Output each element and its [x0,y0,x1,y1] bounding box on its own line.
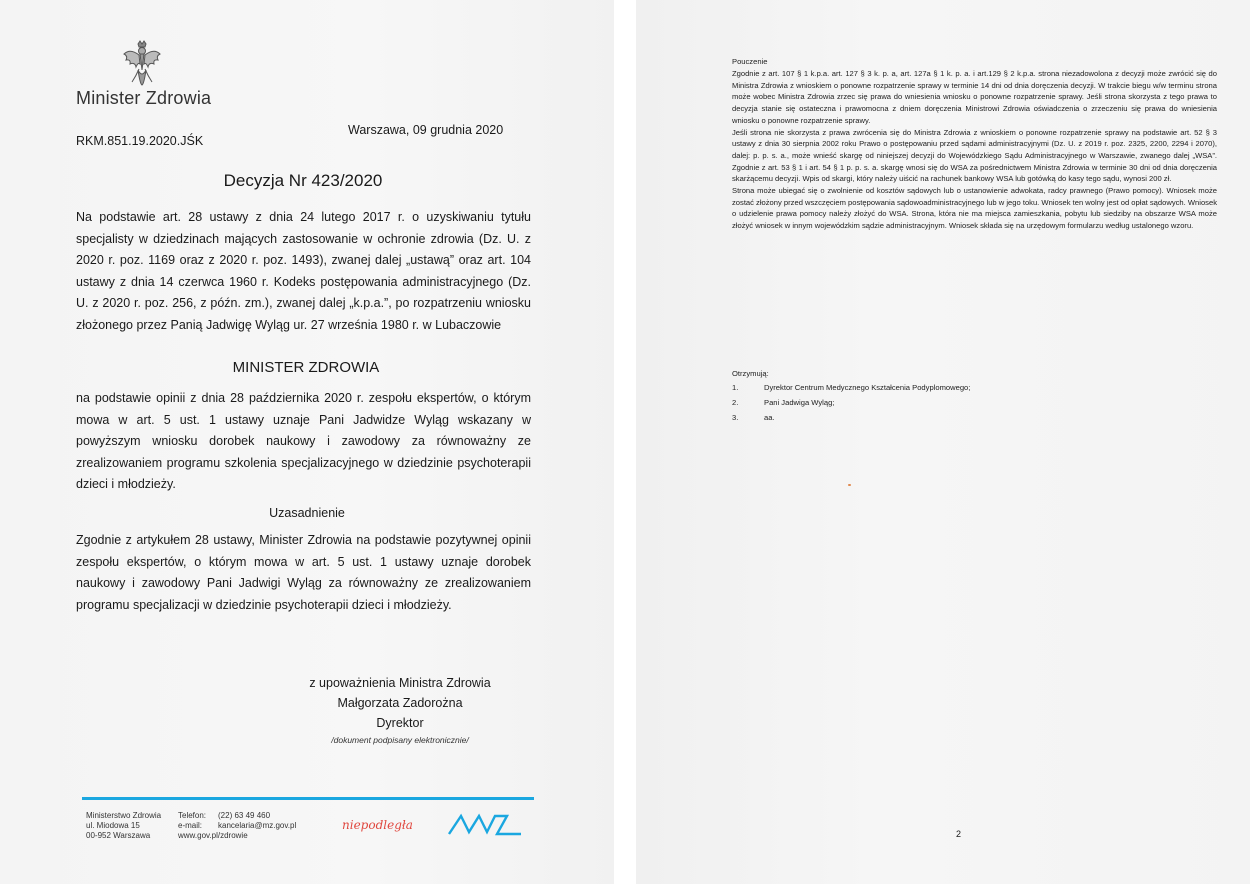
page-number: 2 [956,829,962,839]
electronic-signature-note: /dokument podpisany elektronicznie/ [331,735,469,745]
polish-eagle-emblem-icon [122,40,162,86]
scan-speck [848,484,851,486]
recipient-number: 1. [732,383,739,392]
reference-number: RKM.851.19.2020.JŚK [76,134,204,148]
recipient-name: Pani Jadwiga Wyląg; [764,398,835,407]
ministry-mz-logo-icon [447,808,527,840]
recipient-item [732,398,1132,410]
signatory-title: Dyrektor [376,716,424,730]
footer-phone-label: Telefon: [178,811,207,820]
footer-city: 00-952 Warszawa [86,831,151,840]
instructions-body [732,68,1217,232]
decision-paragraph: na podstawie opinii z dnia 28 października 2020 r. zespołu ekspertów, o którym mowa w art. 5 ust. 1 ustawy uznaje Pani Jadwidze Wyląg wskazany w powyższym wniosku dorobek naukowy i zawodowy za równoważny ze zrealizowaniem programu szkolenia specjalizacyjnego w dziedzinie psychoterapii dzieci i młodzieży. [76,391,531,491]
instructions-heading: Pouczenie [732,57,768,66]
niepodlegla-logo-text: niepodległa [342,818,413,832]
justification-paragraph: Zgodnie z artykułem 28 ustawy, Minister Zdrowia na podstawie pozytywnej opinii zespołu ekspertów, o którym mowa w art. 5 ust. 1 ustawy uznaje dorobek naukowy i zawodowy Pani Jadwigi Wyląg za równoważny ze zrealizowaniem programu specjalizacji w dziedzinie psychoterapii dzieci i młodzieży. [76,533,531,612]
footer-org: Ministerstwo Zdrowia [86,811,162,820]
decision-title-text: Decyzja Nr 423/2020 [223,171,383,190]
footer-contact [178,811,296,841]
ministry-name: Minister Zdrowia [76,88,212,108]
decision-page-2 [636,0,1250,884]
justification-heading: Uzasadnienie [269,506,345,520]
footer-email-link[interactable]: kancelaria@mz.gov.pl [218,821,297,830]
signatory-name: Małgorzata Zadorożna [337,696,463,710]
recipient-name: aa. [764,413,775,422]
footer-phone: (22) 63 49 460 [218,811,271,820]
instructions-paragraph: Zgodnie z art. 107 § 1 k.p.a. art. 127 § 3 k. p. a, art. 127a § 1 k. p. a. i art.129 § 2 k.p.a. strona niezadowolona z decyzji może zwrócić się do Ministra Zdrowia z wnioskiem o ponowne rozpatrzenie sprawy w terminie 14 dni od dnia doręczenia decyzji. W trakcie biegu w/w terminu strona może wobec Ministra Zdrowia zrzec się prawa do wniesienia wniosku o ponowne rozpatrzenie sprawy. Jeśli strona skorzysta z tego prawa to decyzja stanie się ostateczna i prawomocna z dniem doręczenia Ministrowi Zdrowia oświadczenia o zrzeczeniu się prawa do wniesienia wniosku o ponowne rozpatrzenie sprawy. [732,69,1217,125]
recipient-item [732,413,1132,425]
minister-heading [0,359,614,376]
recipient-number: 2. [732,398,739,407]
signature-block [260,673,540,733]
recipients-heading: Otrzymują: [732,369,769,378]
niepodlegla-logo [340,812,432,836]
instructions-paragraph: Strona może ubiegać się o zwolnienie od kosztów sądowych lub o ustanowienie adwokata, radcy prawnego (Prawo pomocy). Wniosek może zostać złożony przed wszczęciem postępowania sądowoadministracyjnego lub w jego toku. Wniosek ten wolny jest od opłat sądowych. Wniosek o udzielenie prawa pomocy należy złożyć do WSA. Strona, która nie ma miejsca zamieszkania, pobytu lub siedziby na obszarze WSA może złożyć wniosek w innym wojewódzkim sądzie administracyjnym. Wniosek składa się na urzędowym formularzu według ustalonego wzoru. [732,186,1217,231]
legal-basis-paragraph: Na podstawie art. 28 ustawy z dnia 24 lutego 2017 r. o uzyskiwaniu tytułu specjalisty w dziedzinach mających zastosowanie w ochronie zdrowia (Dz. U. z 2020 r. poz. 1169 oraz z 2020 r. poz. 1493), zwanej dalej „ustawą” oraz art. 104 ustawy z dnia 14 czerwca 1960 r. Kodeks postępowania administracyjnego (Dz. U. z 2020 r. poz. 256, z późn. zm.), zwanej dalej „k.p.a.”, po rozpatrzeniu wniosku złożonego przez Panią Jadwigę Wyląg ur. 27 września 1980 r. w Lubaczowie [76,210,531,332]
footer-email-label: e-mail: [178,821,203,830]
recipient-name: Dyrektor Centrum Medycznego Kształcenia Podyplomowego; [764,383,971,392]
signature-authorization: z upoważnienia Ministra Zdrowia [309,676,491,690]
recipient-number: 3. [732,413,739,422]
place-and-date: Warszawa, 09 grudnia 2020 [348,123,504,137]
footer-divider [82,797,534,800]
footer-website-link[interactable]: www.gov.pl/zdrowie [178,831,248,840]
footer-address [86,811,161,841]
minister-heading-text: MINISTER ZDROWIA [232,359,380,376]
recipient-item [732,383,1132,395]
instructions-paragraph: Jeśli strona nie skorzysta z prawa zwrócenia się do Ministra Zdrowia z wnioskiem o ponowne rozpatrzenie sprawy na podstawie art. 52 § 3 ustawy z dnia 30 sierpnia 2002 roku Prawo o postępowaniu przed sądami administracyjnymi (Dz. U. z 2019 r. poz. 2325, 2200, 2294 i 2070), dalej: p. p. s. a., może wnieść skargę od niniejszej decyzji do Wojewódzkiego Sądu Administracyjnego w Warszawie, zwanego dalej „WSA”. Zgodnie z art. 53 § 1 i art. 54 § 1 p. p. s. a. skargę wnosi się do WSA za pośrednictwem Ministra Zdrowia w terminie 30 dni od dnia doręczenia skarżącemu decyzji. Wpis od skargi, który należy uiścić na rachunek bankowy WSA lub gotówką do kasy tego sądu, wynosi 200 zł. [732,127,1217,184]
decision-page-1 [0,0,614,884]
footer-street: ul. Miodowa 15 [86,821,140,830]
decision-title [0,171,614,191]
